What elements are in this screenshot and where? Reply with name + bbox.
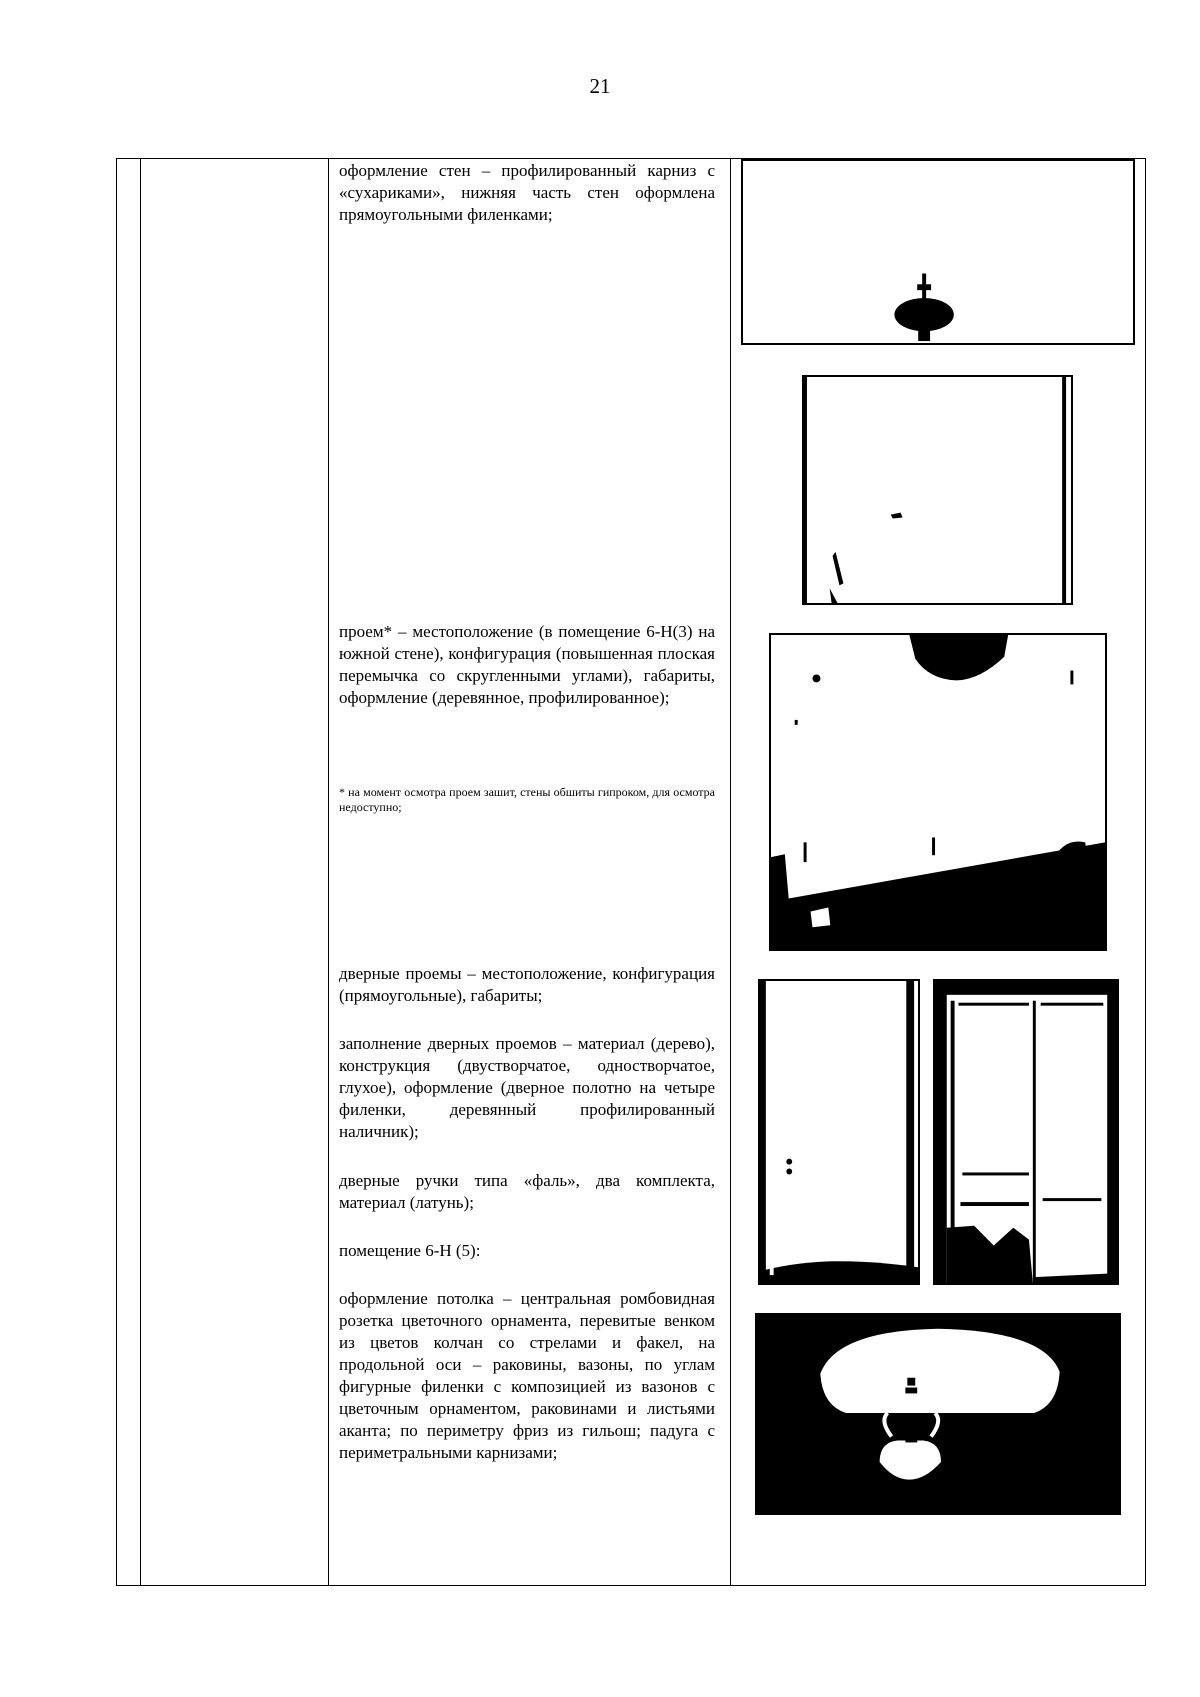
walls-decor-paragraph: оформление стен – профилированный карниз с «сухариками», нижняя часть стен оформлена прямоугольными филенками; [339,161,715,224]
door-openings-paragraph: дверные проемы – местоположение, конфигурация (прямоугольные), габариты; [339,964,715,1005]
door-filling-paragraph: заполнение дверных проемов – материал (дерево), конструкция (двустворчатое, одностворчатое, глухое), оформление (дверное полотно на четыре филенки, деревянный профилированный наличник); [339,1034,715,1141]
photo-ceiling-rosette [755,1313,1121,1515]
room-heading-text [339,1240,715,1262]
photo-door-single [758,979,920,1285]
column-divider-3 [730,159,731,1585]
photo-wall-corner [802,375,1073,605]
photo-door-double [933,979,1119,1285]
column-divider-1 [140,159,141,1585]
door-filling-text [339,1033,715,1143]
door-openings-text [339,963,715,1007]
opening-note-text [339,785,715,815]
page-number: 21 [589,74,611,98]
opening-text [339,621,715,709]
column-divider-2 [328,159,329,1585]
photo-ceiling-chandelier [741,159,1135,345]
opening-note-paragraph: * на момент осмотра проем зашит, стены обшиты гипроком, для осмотра недоступно; [339,785,715,814]
opening-paragraph: проем* – местоположение (в помещение 6-Н(3) на южной стене), конфигурация (повышенная плоская перемычка со скругленными углами), габариты, оформление (деревянное, профилированное); [339,622,715,707]
walls-decor-text [339,160,715,226]
ceiling-decor-paragraph: оформление потолка – центральная ромбовидная розетка цветочного орнамента, перевитые венком из цветов колчан со стрелами и факел, на продольной оси – раковины, вазоны, по углам фигурные филенки с композицией из вазонов с цветочным орнаментом, раковинами и листьями аканта; по периметру фриз из гильош; падуга с периметральными карнизами; [339,1289,715,1462]
door-handles-paragraph: дверные ручки типа «фаль», два комплекта, материал (латунь); [339,1171,715,1212]
ceiling-decor-text [339,1288,715,1464]
door-handles-text [339,1170,715,1214]
photo-opening-wall [769,633,1107,951]
room-heading-paragraph: помещение 6-Н (5): [339,1241,481,1260]
